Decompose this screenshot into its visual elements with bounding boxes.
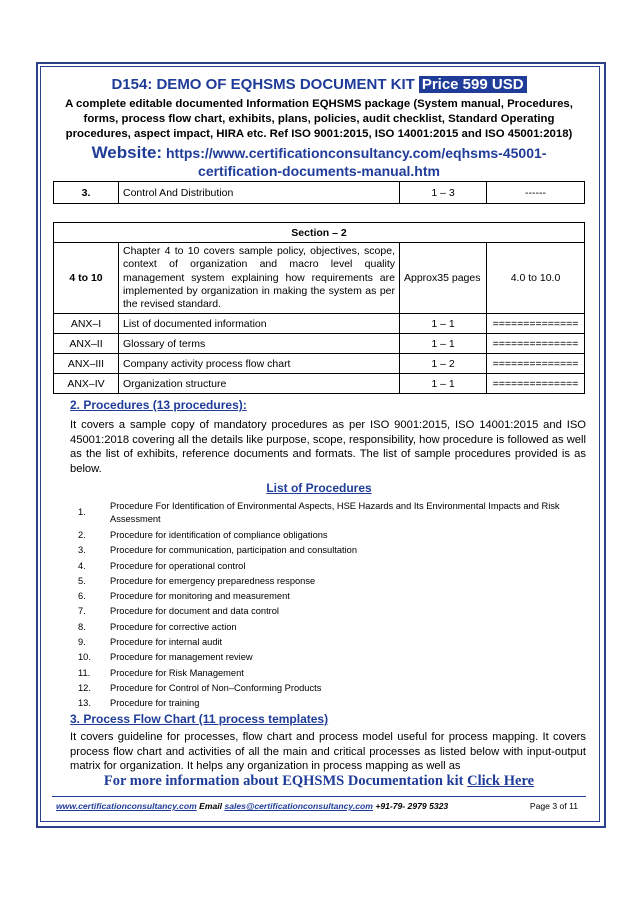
table-cell-desc: Company activity process flow chart <box>119 354 400 374</box>
document-subtitle: A complete editable documented Information EQHSMS package (System manual, Procedures, forms, process flow chart, exhibits, plans, policies, audit checklist, Standard Operating procedures, aspect impact, HIRA etc. Ref ISO 9001:2015, ISO 14001:2015 and ISO 45001:2018) <box>65 98 573 140</box>
list-item-number: 6. <box>78 591 86 602</box>
list-item <box>78 666 588 681</box>
list-item-number: 7. <box>78 606 86 617</box>
list-item <box>78 574 588 589</box>
list-item-number: 2. <box>78 530 86 540</box>
list-item <box>78 528 588 543</box>
contents-table-part1 <box>53 181 585 204</box>
list-item <box>78 635 588 650</box>
document-title <box>0 76 638 93</box>
footer-email-link[interactable]: sales@certificationconsultancy.com <box>224 801 373 811</box>
procedures-intro: It covers a sample copy of mandatory procedures as per ISO 9001:2015, ISO 14001:2015 and ISO 45001:2018 covering all the details like purpose, scope, responsibility, how procedure is followed as well as the list of exhibits, reference documents and formats. The list of sample procedures provided is as below. <box>70 419 586 475</box>
list-item-number: 13. <box>78 698 91 709</box>
process-flow-heading: 3. Process Flow Chart (11 process templates) <box>70 712 329 726</box>
table-row <box>54 334 585 354</box>
table-cell-no: ANX–III <box>54 354 119 374</box>
list-item-text: Procedure for Control of Non–Conforming Products <box>110 682 322 693</box>
click-here-link[interactable]: Click Here <box>467 773 535 789</box>
footer-site-link[interactable]: www.certificationconsultancy.com <box>56 801 197 811</box>
list-item-number: 9. <box>78 637 86 648</box>
list-item <box>78 620 588 635</box>
more-info-line <box>0 773 638 790</box>
table-cell-pages: 1 – 1 <box>400 374 487 394</box>
list-item-number: 1. <box>78 507 86 518</box>
procedures-heading: 2. Procedures (13 procedures): <box>70 398 247 412</box>
list-item-text: Procedure for Risk Management <box>110 667 244 678</box>
table-cell-desc: Control And Distribution <box>119 182 400 204</box>
table-cell-rev: ============== <box>487 314 585 334</box>
table-row <box>54 354 585 374</box>
list-item-text: Procedure for emergency preparedness response <box>110 575 316 586</box>
list-item-text: Procedure for corrective action <box>110 621 237 632</box>
list-of-procedures-title: List of Procedures <box>266 481 372 495</box>
table-section-row <box>54 223 585 243</box>
footer-divider <box>52 796 586 797</box>
footer <box>56 801 586 811</box>
list-item-number: 8. <box>78 621 86 632</box>
table-cell-no: 4 to 10 <box>54 243 119 314</box>
list-item <box>78 696 588 711</box>
table-cell-rev: ============== <box>487 334 585 354</box>
list-item <box>78 604 588 619</box>
list-item <box>78 681 588 696</box>
website-label: Website: <box>91 143 163 162</box>
table-cell-no: ANX–IV <box>54 374 119 394</box>
table-cell-pages: 1 – 2 <box>400 354 487 374</box>
list-item-text: Procedure For Identification of Environmental Aspects, HSE Hazards and Its Environmental Impacts and Risk Assessment <box>110 501 560 524</box>
table-cell-pages: Approx35 pages <box>400 243 487 314</box>
table-row <box>54 182 585 204</box>
list-item-text: Procedure for communication, participation and consultation <box>110 545 358 556</box>
table-cell-desc: List of documented information <box>119 314 400 334</box>
list-item-text: Procedure for document and data control <box>110 606 279 617</box>
list-item <box>78 559 588 574</box>
table-cell-no: ANX–I <box>54 314 119 334</box>
list-item-number: 10. <box>78 652 91 663</box>
page-number: Page 3 of 11 <box>529 801 578 811</box>
list-item <box>78 589 588 604</box>
table-cell-desc: Organization structure <box>119 374 400 394</box>
list-item-number: 11. <box>78 667 91 678</box>
more-info-text: For more information about EQHSMS Documentation kit <box>103 773 464 789</box>
website-block <box>52 144 586 180</box>
table-cell-desc: Glossary of terms <box>119 334 400 354</box>
list-item-number: 5. <box>78 575 86 586</box>
contents-table-part2 <box>53 222 585 394</box>
table-cell-no: ANX–II <box>54 334 119 354</box>
list-item-text: Procedure for monitoring and measurement <box>110 591 290 602</box>
title-text: D154: DEMO OF EQHSMS DOCUMENT KIT <box>111 76 415 93</box>
table-row <box>54 314 585 334</box>
list-item <box>78 650 588 665</box>
table-cell-rev: ------ <box>487 182 585 204</box>
list-item <box>78 543 588 558</box>
table-cell-pages: 1 – 3 <box>400 182 487 204</box>
list-item-number: 4. <box>78 560 86 571</box>
table-cell-rev: ============== <box>487 374 585 394</box>
table-cell-no: 3. <box>54 182 119 204</box>
section-header: Section – 2 <box>54 223 585 243</box>
table-row <box>54 374 585 394</box>
list-item-text: Procedure for identification of compliance obligations <box>110 530 328 540</box>
footer-phone: +91-79- 2979 5323 <box>375 801 449 811</box>
list-item-text: Procedure for operational control <box>110 560 246 571</box>
list-item-text: Procedure for management review <box>110 652 253 663</box>
table-cell-rev: ============== <box>487 354 585 374</box>
list-item-number: 12. <box>78 682 91 693</box>
table-cell-pages: 1 – 1 <box>400 314 487 334</box>
list-item-number: 3. <box>78 545 86 556</box>
table-cell-desc: Chapter 4 to 10 covers sample policy, objectives, scope, context of organization and macro level quality management system explaining how requirements are implemented by organization in making the system as per the revised standard. <box>119 243 400 314</box>
website-link[interactable]: https://www.certificationconsultancy.com/eqhsms-45001-certification-documents-manual.htm <box>166 145 547 179</box>
table-cell-rev: 4.0 to 10.0 <box>487 243 585 314</box>
list-item-text: Procedure for internal audit <box>110 637 223 648</box>
price-badge: Price 599 USD <box>419 76 527 93</box>
list-item-text: Procedure for training <box>110 698 200 709</box>
procedures-list <box>78 500 588 712</box>
list-item <box>78 500 588 525</box>
process-flow-intro: It covers guideline for processes, flow chart and process model useful for process mapping. It covers process flow chart and activities of all the main and critical processes as listed below with input-output matrix for organization. It helps any organization in process mapping as well as <box>70 731 586 772</box>
table-row <box>54 243 585 314</box>
footer-email-label: Email <box>199 801 223 811</box>
table-cell-pages: 1 – 1 <box>400 334 487 354</box>
